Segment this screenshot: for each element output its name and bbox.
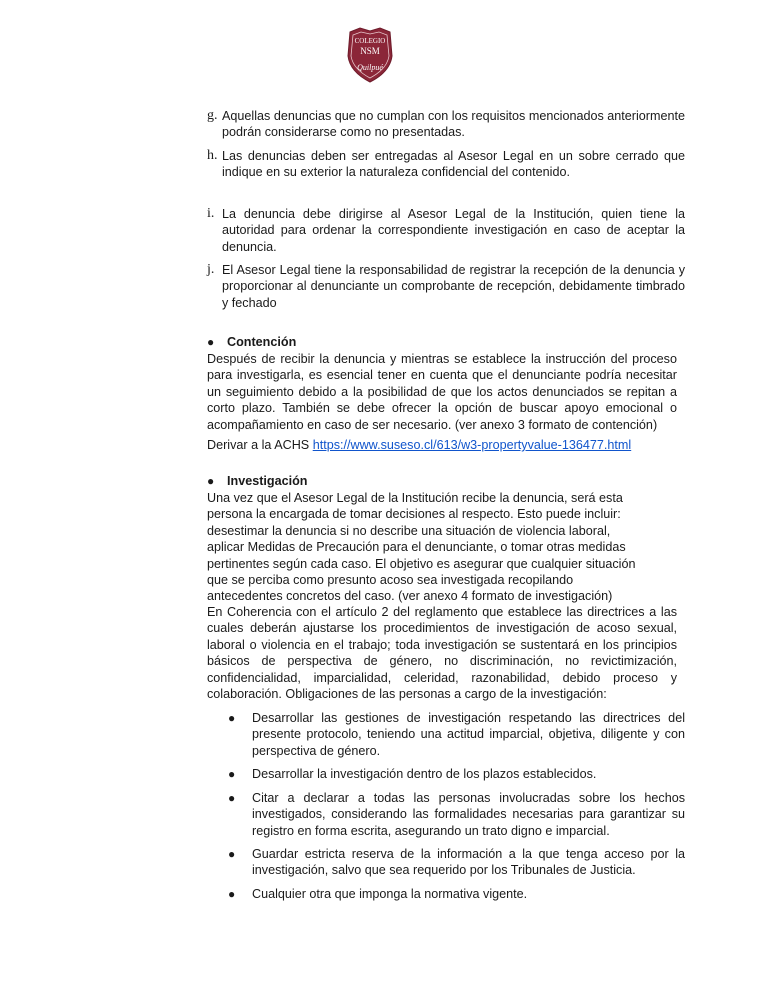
list-item-text: Aquellas denuncias que no cumplan con los requisitos mencionados anteriormente podrán considerarse como no presentadas.: [222, 109, 685, 140]
list-item-g: [207, 108, 685, 141]
list-item-text: Citar a declarar a todas las personas involucradas sobre los hechos investigados, considerando las formalidades necesarias para garantizar su registro en forma escrita, asegurando un trato digno e imparcial.: [252, 791, 685, 838]
list-marker: g.: [207, 108, 218, 123]
school-crest-logo: [342, 26, 398, 84]
bullet-icon: ●: [207, 335, 215, 349]
bullet-icon: ●: [228, 847, 236, 861]
derivar-text: Derivar a la ACHS: [207, 438, 313, 452]
list-item-text: Las denuncias deben ser entregadas al Asesor Legal en un sobre cerrado que indique en su exterior la naturaleza confidencial del contenido.: [222, 149, 685, 180]
suseso-link[interactable]: https://www.suseso.cl/613/w3-propertyvalue-136477.html: [312, 438, 632, 452]
bullet-icon: ●: [228, 711, 236, 725]
paragraph-investigacion-1: Una vez que el Asesor Legal de la Institución recibe la denuncia, será esta persona la encargada de tomar decisiones al respecto. Esto puede incluir: desestimar la denuncia si no describe una situación de violencia laboral, aplicar Medidas de Precaución para el denunciante, o tomar otras medidas pertinentes según cada caso. El objetivo es asegurar que cualquier situación que se perciba como presunto acoso sea investigada recopilando antecedentes concretos del caso. (ver anexo 4 formato de investigación): [207, 491, 636, 604]
logo-line1: COLEGIO: [354, 37, 386, 45]
heading-text: Contención: [227, 335, 297, 349]
bullet-icon: ●: [228, 767, 236, 781]
list-marker: h.: [207, 148, 218, 163]
list-item: [228, 790, 685, 839]
list-item-text: Desarrollar las gestiones de investigación respetando las directrices del presente protocolo, teniendo una actitud imparcial, objetiva, diligente y con perspectiva de género.: [252, 711, 685, 758]
list-marker: j.: [207, 262, 215, 277]
heading-contencion: [207, 334, 297, 350]
list-item-text: Cualquier otra que imponga la normativa vigente.: [252, 887, 528, 901]
paragraph-contencion: Después de recibir la denuncia y mientras se establece la instrucción del proceso para investigarla, es esencial tener en cuenta que el denunciante podría necesitar un seguimiento debido a la posibilidad de que los actos denunciados se repitan a corto plazo. También se debe ofrecer la opción de buscar apoyo emocional o acompañamiento en caso de ser necesario. (ver anexo 3 formato de contención): [207, 352, 677, 432]
list-item: [228, 846, 685, 879]
bullet-icon: ●: [228, 791, 236, 805]
list-item-text: Desarrollar la investigación dentro de los plazos establecidos.: [252, 767, 597, 781]
heading-text: Investigación: [227, 474, 308, 488]
list-item-text: El Asesor Legal tiene la responsabilidad de registrar la recepción de la denuncia y proporcionar al denunciante un comprobante de recepción, debidamente timbrado y fechado: [222, 263, 685, 310]
paragraph-derivar: [207, 437, 677, 453]
list-item-j: [207, 262, 685, 311]
logo-line3: Quilpué: [357, 63, 383, 72]
list-marker: i.: [207, 206, 215, 221]
list-item-text: La denuncia debe dirigirse al Asesor Legal de la Institución, quien tiene la autoridad para ordenar la correspondiente investigación en caso de aceptar la denuncia.: [222, 207, 685, 254]
list-item-text: Guardar estricta reserva de la información a la que tenga acceso por la investigación, salvo que sea requerido por los Tribunales de Justicia.: [252, 847, 685, 878]
list-item-i: [207, 206, 685, 255]
bullet-icon: ●: [207, 474, 215, 488]
logo-line2: NSM: [360, 46, 380, 56]
list-item: [228, 710, 685, 759]
list-item: [228, 766, 685, 782]
list-item-h: [207, 148, 685, 181]
paragraph-investigacion-2: En Coherencia con el artículo 2 del reglamento que establece las directrices a las cuales deberán ajustarse los procedimientos de investigación de acoso sexual, laboral o violencia en el trabajo; toda investigación se sustentará en los principios básicos de perspectiva de género, no discriminación, no revictimización, confidencialidad, imparcialidad, celeridad, razonabilidad, debido proceso y colaboración. Obligaciones de las personas a cargo de la investigación:: [207, 605, 677, 702]
list-item: [228, 886, 685, 902]
heading-investigacion: [207, 473, 308, 489]
bullet-icon: ●: [228, 887, 236, 901]
